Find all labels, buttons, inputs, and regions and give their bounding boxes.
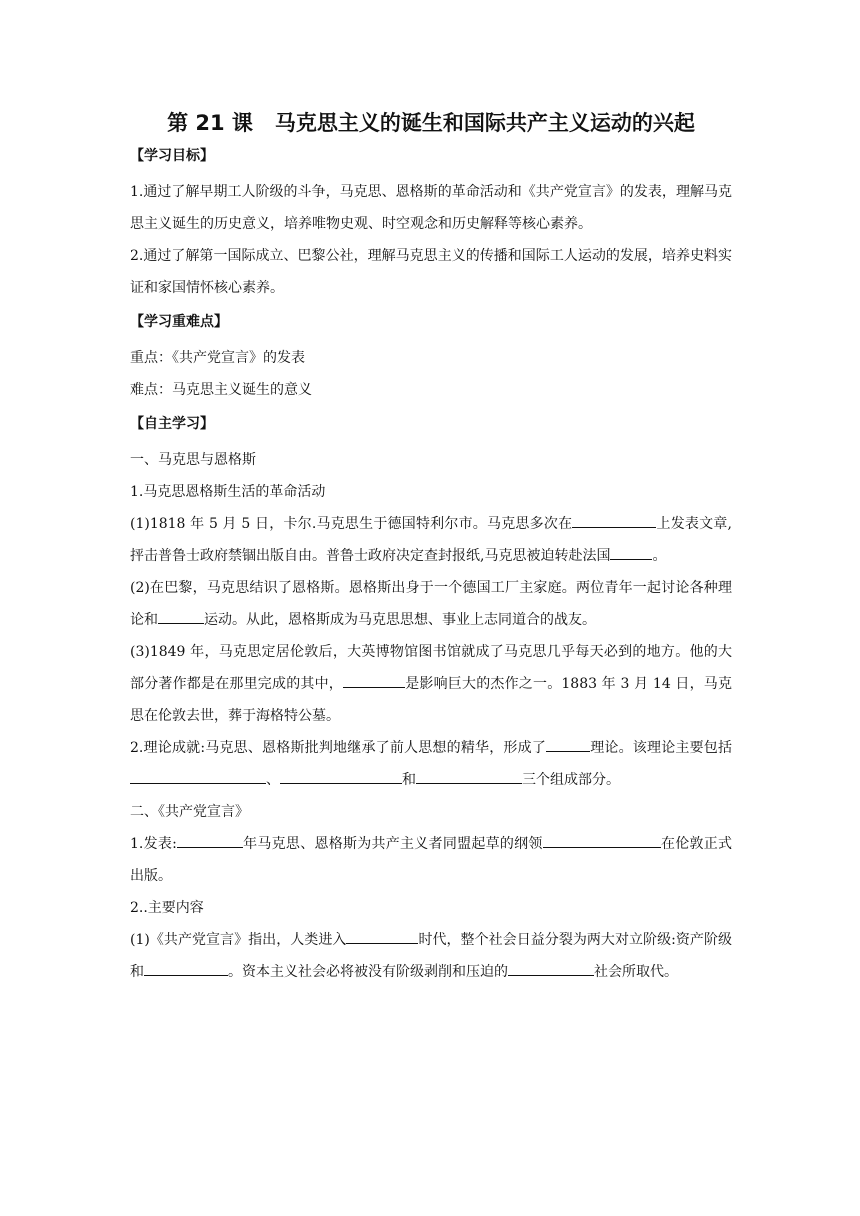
fill-blank[interactable] (280, 768, 402, 784)
objectives-heading: 【学习目标】 (130, 148, 214, 164)
key-point: 重点：《共产党宣言》的发表 (130, 350, 305, 366)
section-1-title: 一、马克思与恩格斯 (130, 452, 256, 468)
fill-blank[interactable] (346, 928, 418, 944)
section-2-content-1: (1)《共产党宣言》指出，人类进入 时代，整个社会日益分裂为两大对立阶级:资产阶级和 。资本主义社会必将被没有阶级剥削和压迫的 社会所取代。 (130, 924, 732, 988)
fill-blank[interactable] (158, 608, 204, 624)
fill-blank[interactable] (343, 672, 405, 688)
fill-blank[interactable] (177, 832, 243, 848)
lesson-number: 第 21 课 (167, 111, 253, 135)
key-points-heading: 【学习重难点】 (130, 314, 228, 330)
section-1-paragraph-3: (3)1849 年，马克思定居伦敦后，大英博物馆图书馆就成了马克思几乎每天必到的地方。他的大 部分著作都是在那里完成的其中， 是影响巨大的杰作之一。1883 年 3 月 14 日，马克思在伦敦去世，葬于海格特公墓。 (130, 644, 746, 724)
objective-item-1: 1.通过了解早期工人阶级的斗争，马克思、恩格斯的革命活动和《共产党宣言》的发表，理解马克思主义诞生的历史意义，培养唯物史观、时空观念和历史解释等核心素养。 (130, 184, 732, 232)
section-1-theory: 2.理论成就:马克思、恩格斯批判地继承了前人思想的精华，形成了 理论。该理论主要包括、 和 三个组成部分。 (130, 732, 732, 796)
lesson-title: 马克思主义的诞生和国际共产主义运动的兴起 (274, 111, 695, 135)
fill-blank[interactable] (144, 960, 228, 976)
fill-blank[interactable] (610, 544, 652, 560)
section-1-sub-1: 1.马克思恩格斯生活的革命活动 (130, 484, 326, 500)
self-study-heading: 【自主学习】 (130, 416, 214, 432)
section-1-paragraph-1: (1)1818 年 5 月 5 日，卡尔.马克思生于德国特利尔市。马克思多次在 上发表文章,抨击普鲁士政府禁锢出版自由。普鲁士政府决定查封报纸,马克思被迫转赴法国 。 (130, 508, 732, 572)
difficult-point: 难点：马克思主义诞生的意义 (130, 382, 312, 398)
fill-blank[interactable] (572, 512, 656, 528)
page-title (130, 108, 732, 138)
section-2-content-title: 2..主要内容 (130, 900, 204, 916)
section-1-paragraph-2: (2)在巴黎，马克思结识了恩格斯。恩格斯出身于一个德国工厂主家庭。两位青年一起讨论各种理论和 运动。从此，恩格斯成为马克思思想、事业上志同道合的战友。 (130, 580, 732, 628)
fill-blank[interactable] (130, 768, 266, 784)
objective-item-2: 2.通过了解第一国际成立、巴黎公社，理解马克思主义的传播和国际工人运动的发展，培养史料实证和家国情怀核心素养。 (130, 248, 732, 296)
fill-blank[interactable] (416, 768, 522, 784)
section-2-title: 二、《共产党宣言》 (130, 804, 249, 820)
fill-blank[interactable] (546, 736, 590, 752)
document-page (130, 108, 746, 988)
section-2-publication: 1.发表: 年马克思、恩格斯为共产主义者同盟起草的纲领 在伦敦正式出版。 (130, 828, 732, 892)
fill-blank[interactable] (543, 832, 661, 848)
fill-blank[interactable] (508, 960, 594, 976)
